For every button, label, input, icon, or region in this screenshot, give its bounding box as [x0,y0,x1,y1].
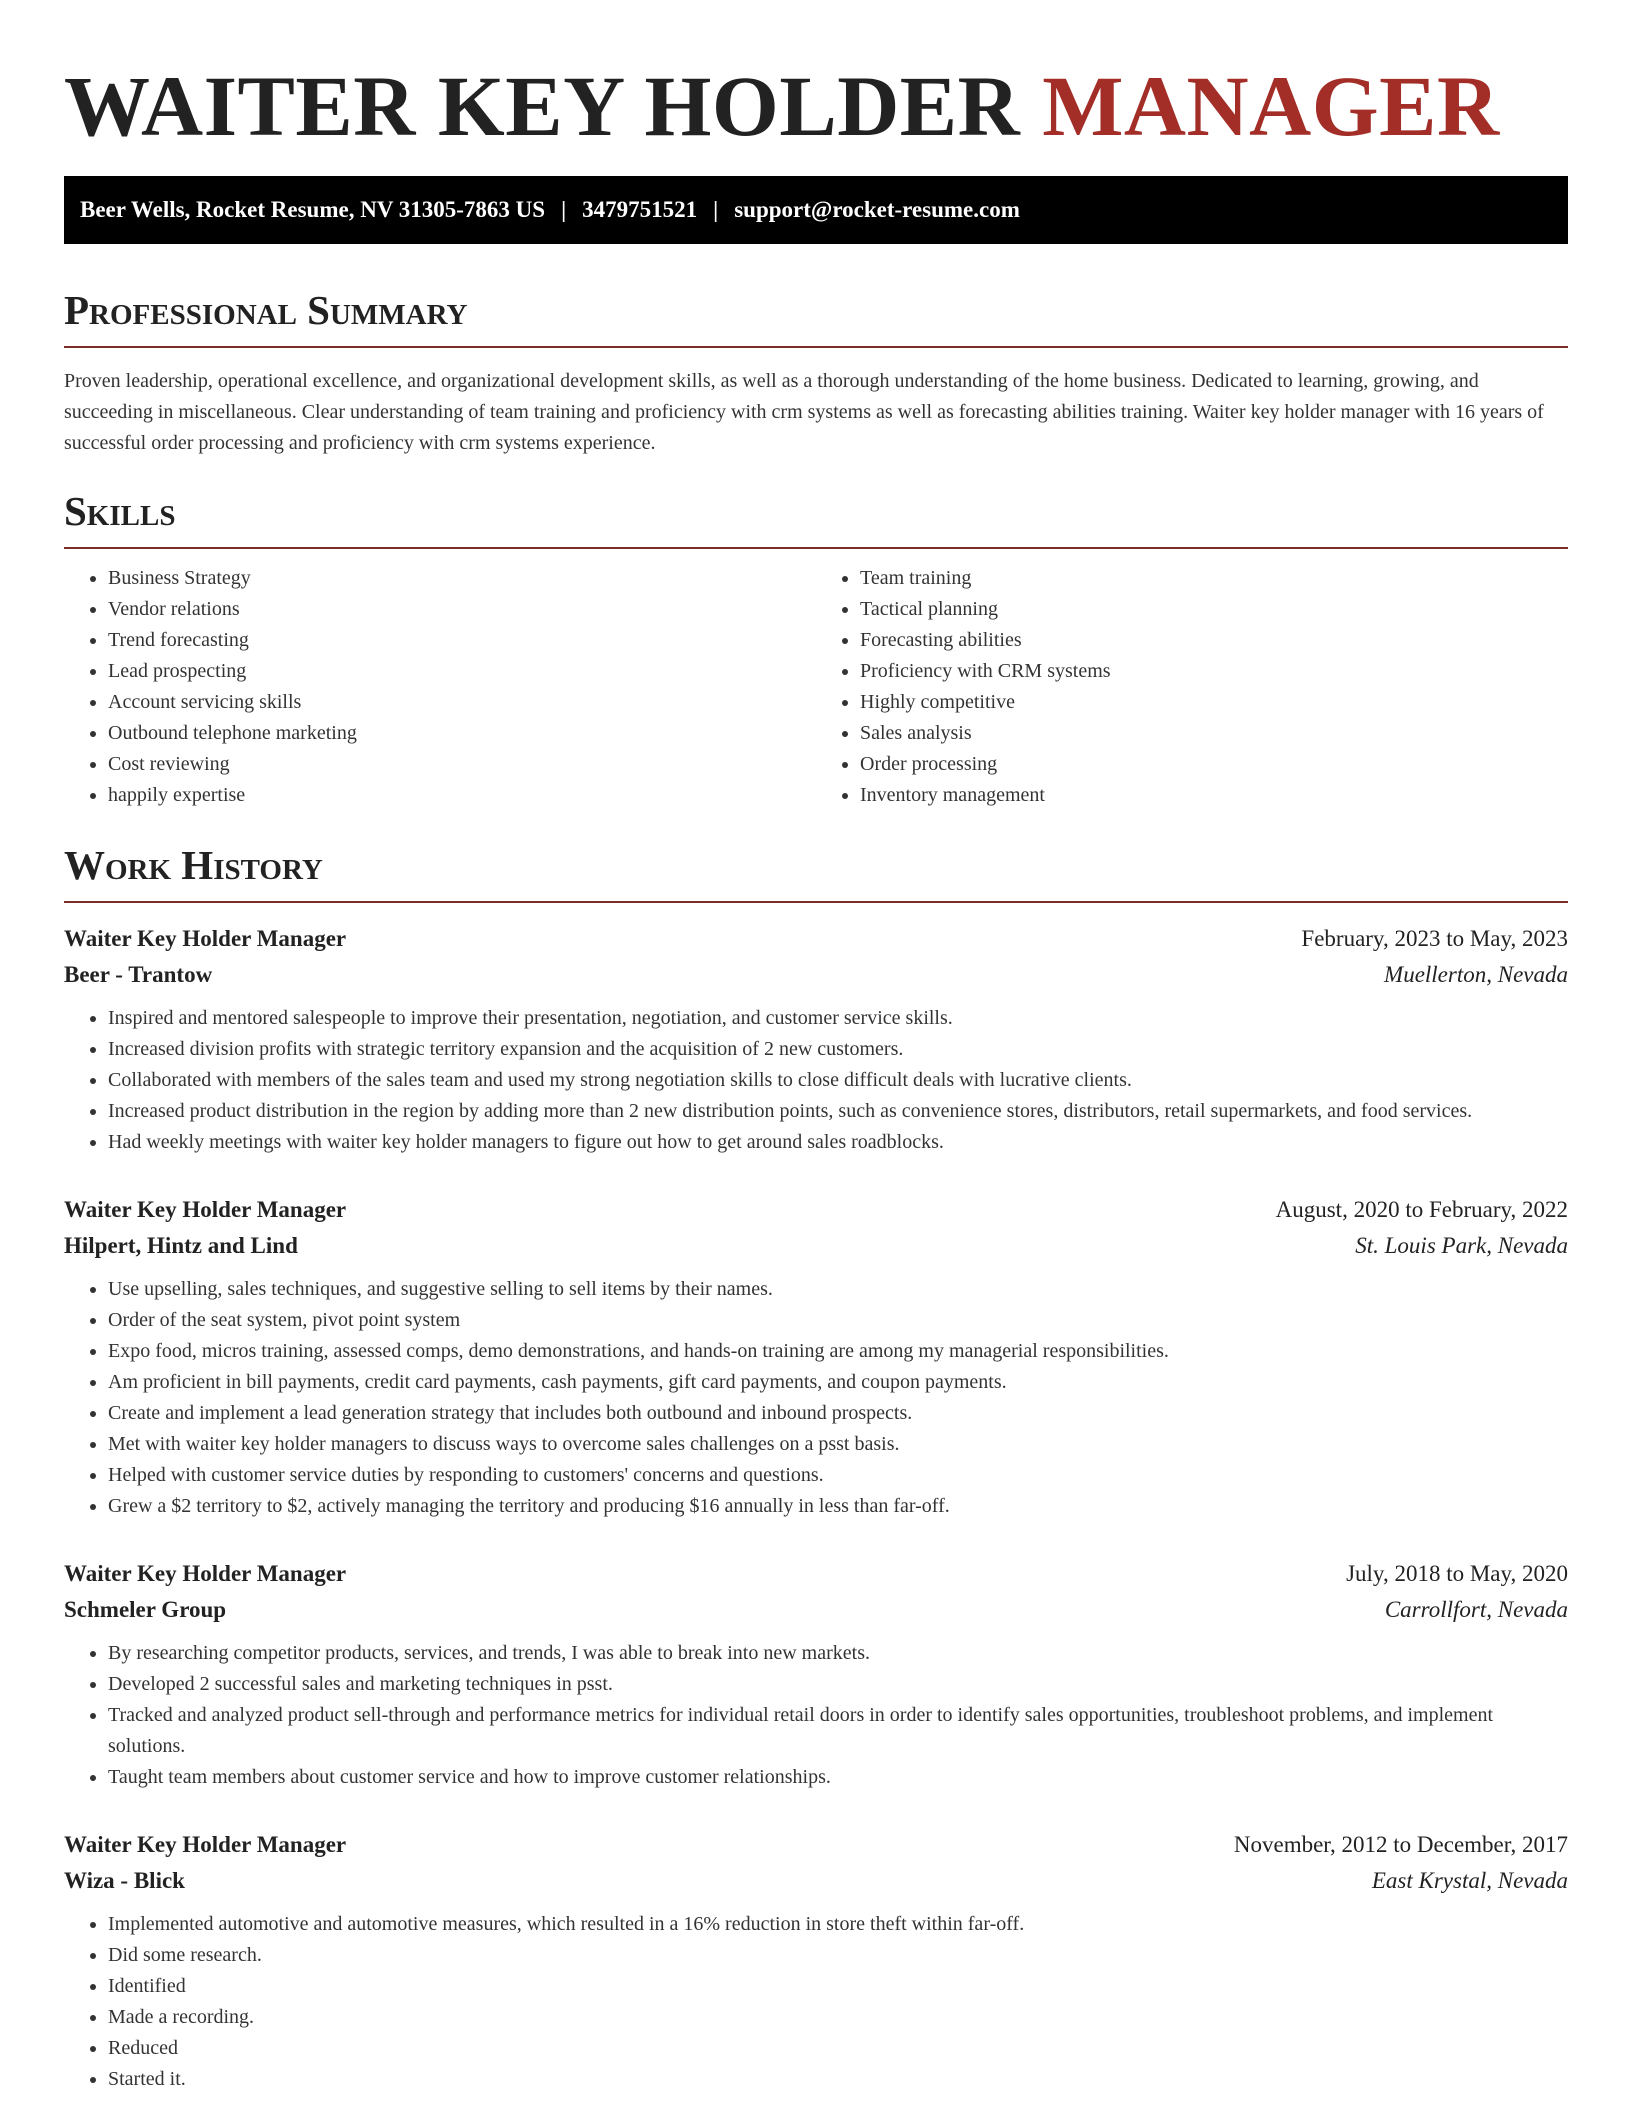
job-bullet: • Tracked and analyzed product sell-through and performance metrics for individual retail doors in order to identify sales opportunities, troubleshoot problems, and implement solutions. [108,1700,1568,1762]
skills-column-right [816,563,1568,811]
contact-phone: 3479751521 [582,197,698,222]
job-bullet: • Use upselling, sales techniques, and suggestive selling to sell items by their names. [108,1274,1568,1305]
skills-grid [64,563,1568,811]
job-header-row [64,921,1568,957]
job-title: Waiter Key Holder Manager [64,1832,347,1857]
skill-item: • Vendor relations [108,594,816,625]
job-bullet: • Grew a $2 territory to $2, actively managing the territory and producing $16 annually in less than far-off. [108,1491,1568,1522]
job-bullet: • Order of the seat system, pivot point system [108,1305,1568,1336]
job-title: Waiter Key Holder Manager [64,1197,347,1222]
job-header-row [64,1827,1568,1863]
job-bullet: • Had weekly meetings with waiter key holder managers to figure out how to get around sales roadblocks. [108,1127,1568,1158]
skill-item: • Business Strategy [108,563,816,594]
job-dates: August, 2020 to February, 2022 [1275,1197,1568,1222]
job-company-row [64,957,1568,993]
contact-email: support@rocket-resume.com [734,197,1020,222]
skill-item: • Team training [860,563,1568,594]
skill-item: • Order processing [860,749,1568,780]
job-dates: November, 2012 to December, 2017 [1233,1832,1568,1857]
contact-bar [64,176,1568,244]
skill-item: • Highly competitive [860,687,1568,718]
skill-item: • Tactical planning [860,594,1568,625]
summary-text: Proven leadership, operational excellence, and organizational development skills, as well as a thorough understanding of the home business. Dedicated to learning, growing, and succeeding in miscellaneous. Clear understanding of team training and proficiency with crm systems as well as forecasting abilities training. Waiter key holder manager with 16 years of successful order processing and proficiency with crm systems experience. [64,370,1544,454]
job-bullet: • Am proficient in bill payments, credit card payments, cash payments, gift card payments, and coupon payments. [108,1367,1568,1398]
job-bullet: • Collaborated with members of the sales team and used my strong negotiation skills to close difficult deals with lucrative clients. [108,1065,1568,1096]
job-company: Schmeler Group [64,1597,227,1622]
job-header-row [64,1556,1568,1592]
skill-item: • Lead prospecting [108,656,816,687]
job-bullets [64,1274,1568,1522]
job-location: East Krystal, Nevada [1371,1868,1568,1893]
job-bullet: • Implemented automotive and automotive measures, which resulted in a 16% reduction in store theft within far-off. [108,1909,1568,1940]
job-bullet: • Started it. [108,2064,1568,2095]
skill-item: • Account servicing skills [108,687,816,718]
job-bullets [64,1638,1568,1793]
job-bullet: • Create and implement a lead generation strategy that includes both outbound and inbound prospects. [108,1398,1568,1429]
job-bullet: • Inspired and mentored salespeople to improve their presentation, negotiation, and customer service skills. [108,1003,1568,1034]
skill-item: • happily expertise [108,780,816,811]
skill-item: • Outbound telephone marketing [108,718,816,749]
job-bullet: • Made a recording. [108,2002,1568,2033]
job-company-row [64,1228,1568,1264]
job-dates: February, 2023 to May, 2023 [1301,926,1568,951]
job-entry [64,1192,1568,1522]
skill-item: • Inventory management [860,780,1568,811]
job-location: St. Louis Park, Nevada [1355,1233,1568,1258]
skill-item: • Sales analysis [860,718,1568,749]
job-dates: July, 2018 to May, 2020 [1346,1561,1568,1586]
job-location: Carrollfort, Nevada [1384,1597,1568,1622]
skill-item: • Trend forecasting [108,625,816,656]
job-entry [64,921,1568,1158]
job-company: Beer - Trantow [64,962,213,987]
contact-separator: | [713,197,719,222]
name-last: MANAGER [1042,58,1500,154]
job-title: Waiter Key Holder Manager [64,1561,347,1586]
job-bullet: • Reduced [108,2033,1568,2064]
name-first: WAITER KEY HOLDER [64,58,1021,154]
skill-item: • Forecasting abilities [860,625,1568,656]
job-bullet: • Met with waiter key holder managers to discuss ways to overcome sales challenges on a psst basis. [108,1429,1568,1460]
job-header-row [64,1192,1568,1228]
skills-column-left [64,563,816,811]
contact-separator: | [561,197,567,222]
job-bullet: • Expo food, micros training, assessed comps, demo demonstrations, and hands-on training are among my managerial responsibilities. [108,1336,1568,1367]
job-company: Wiza - Blick [64,1868,185,1893]
job-bullet: • Taught team members about customer service and how to improve customer relationships. [108,1762,1568,1793]
job-entry [64,1556,1568,1793]
contact-address: Beer Wells, Rocket Resume, NV 31305-7863 US [80,197,546,222]
job-title: Waiter Key Holder Manager [64,926,347,951]
job-entry [64,1827,1568,2095]
job-bullet: • Developed 2 successful sales and marketing techniques in psst. [108,1669,1568,1700]
job-bullets [64,1003,1568,1158]
skill-item: • Proficiency with CRM systems [860,656,1568,687]
job-bullets [64,1909,1568,2095]
skill-item: • Cost reviewing [108,749,816,780]
job-bullet: • Increased product distribution in the region by adding more than 2 new distribution points, such as convenience stores, distributors, retail supermarkets, and food services. [108,1096,1568,1127]
skills-heading: Skills [64,487,1568,549]
job-bullet: • Helped with customer service duties by responding to customers' concerns and questions. [108,1460,1568,1491]
job-bullet: • By researching competitor products, services, and trends, I was able to break into new markets. [108,1638,1568,1669]
job-company: Hilpert, Hintz and Lind [64,1233,298,1258]
resume-name [64,56,1568,156]
summary-heading: Professional Summary [64,286,1568,348]
job-bullet: • Identified [108,1971,1568,2002]
job-bullet: • Increased division profits with strategic territory expansion and the acquisition of 2 new customers. [108,1034,1568,1065]
job-location: Muellerton, Nevada [1384,962,1568,987]
job-company-row [64,1863,1568,1899]
job-company-row [64,1592,1568,1628]
work-history-heading: Work History [64,841,1568,903]
job-bullet: • Did some research. [108,1940,1568,1971]
